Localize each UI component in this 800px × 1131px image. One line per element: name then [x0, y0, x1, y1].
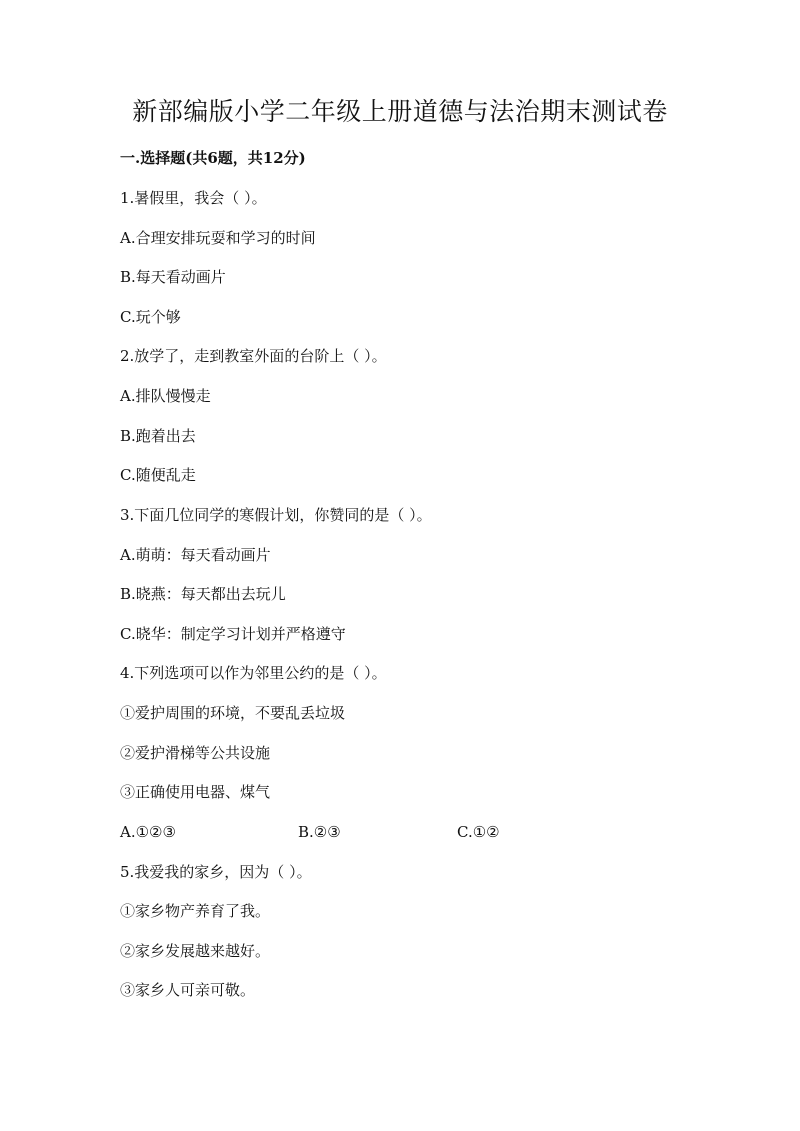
question-1-option-a: A.合理安排玩耍和学习的时间 — [120, 229, 316, 247]
question-4-statement-1: ①爱护周围的环境，不要乱丢垃圾 — [120, 704, 346, 722]
question-3-stem: 3.下面几位同学的寒假计划，你赞同的是（ ）。 — [120, 506, 432, 524]
question-1-option-b: B.每天看动画片 — [120, 268, 226, 286]
question-5-statement-1: ①家乡物产养育了我。 — [120, 902, 271, 920]
question-5-statement-3: ③家乡人可亲可敬。 — [120, 981, 256, 999]
page-title: 新部编版小学二年级上册道德与法治期末测试卷 — [132, 97, 668, 126]
section-heading: 一.选择题(共6题，共12分) — [120, 149, 306, 167]
question-3-option-b: B.晓燕：每天都出去玩儿 — [120, 585, 286, 603]
question-5-stem: 5.我爱我的家乡，因为（ ）。 — [120, 863, 312, 881]
question-2-option-c: C.随便乱走 — [120, 466, 196, 484]
question-1-option-c: C.玩个够 — [120, 308, 181, 326]
question-3-option-c: C.晓华：制定学习计划并严格遵守 — [120, 625, 346, 643]
question-2-stem: 2.放学了，走到教室外面的台阶上（ ）。 — [120, 347, 387, 365]
question-2-option-a: A.排队慢慢走 — [120, 387, 211, 405]
question-2-option-b: B.跑着出去 — [120, 427, 196, 445]
question-4-statement-3: ③正确使用电器、煤气 — [120, 783, 271, 801]
question-4-option-b: B.②③ — [298, 823, 341, 841]
question-4-statement-2: ②爱护滑梯等公共设施 — [120, 744, 271, 762]
question-1-stem: 1.暑假里，我会（ ）。 — [120, 189, 267, 207]
question-5-statement-2: ②家乡发展越来越好。 — [120, 942, 271, 960]
question-4-option-c: C.①② — [457, 823, 500, 841]
question-4-option-a: A.①②③ — [120, 823, 176, 841]
question-4-stem: 4.下列选项可以作为邻里公约的是（ ）。 — [120, 664, 387, 682]
question-3-option-a: A.萌萌：每天看动画片 — [120, 546, 271, 564]
